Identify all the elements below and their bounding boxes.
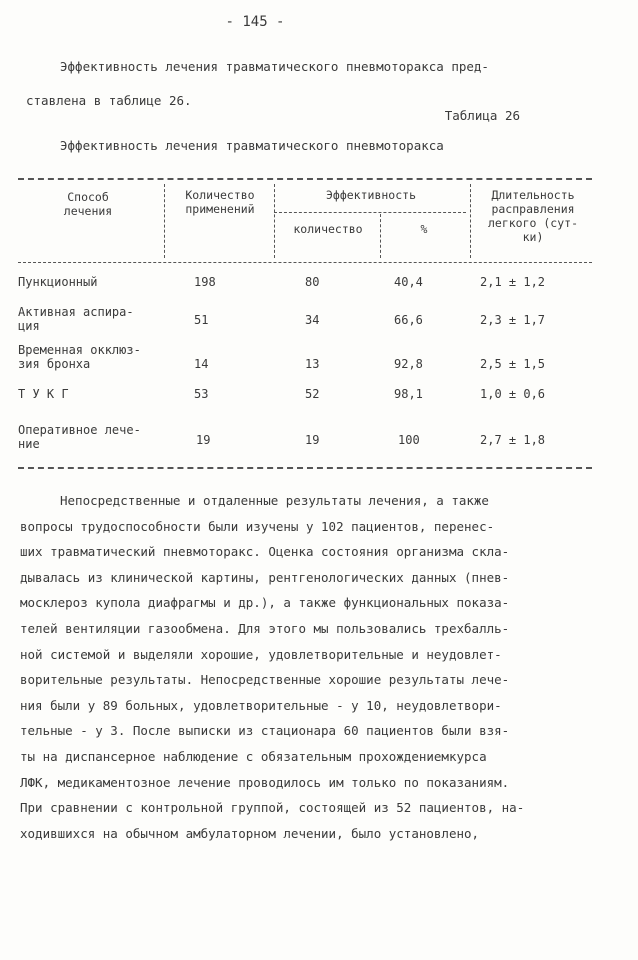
table-bottom-rule	[18, 467, 592, 469]
column-divider	[164, 184, 165, 258]
cell-duration: 2,3 ± 1,7	[480, 313, 546, 327]
cell-eff-count: 19	[305, 433, 320, 447]
cell-method: Оперативное лече- ние	[18, 423, 141, 451]
column-divider	[380, 214, 381, 258]
body-line: ших травматический пневмоторакс. Оценка состояния организма скла-	[20, 544, 510, 560]
body-line: вопросы трудоспособности были изучены у 102 пациентов, перенес-	[20, 518, 495, 534]
table-title: Эффективность лечения травматического пневмоторакса	[60, 138, 444, 153]
table-header	[18, 180, 592, 262]
cell-duration: 2,5 ± 1,5	[480, 357, 546, 371]
body-line: ворительные результаты. Непосредственные хорошие результаты лече-	[20, 672, 510, 688]
body-line: ходившихся на обычном амбулаторном лечении, было установлено,	[20, 825, 480, 841]
table-row	[18, 409, 592, 467]
cell-count: 14	[194, 357, 209, 371]
header-duration-line: ки)	[522, 230, 544, 244]
cell-eff-pct: 100	[398, 433, 420, 447]
header-count-line: Количество	[185, 188, 255, 202]
intro-line: ставлена в таблице 26.	[26, 93, 192, 108]
body-line: ЛФК, медикаментозное лечение проводилось им только по показаниям.	[20, 774, 510, 790]
header-duration	[474, 188, 592, 244]
body-line: ния были у 89 больных, удовлетворительные - у 10, неудовлетвори-	[20, 697, 502, 713]
page-number: - 145 -	[225, 14, 285, 30]
cell-method: Активная аспира- ция	[18, 305, 134, 333]
header-duration-line: расправления	[491, 202, 575, 216]
header-method-line: Способ	[67, 190, 109, 204]
intro-line: Эффективность лечения травматического пневмоторакса пред-	[60, 59, 489, 74]
cell-count: 19	[196, 433, 211, 447]
cell-method: Временная окклюз- зия бронха	[18, 343, 141, 371]
header-duration-line: Длительность	[491, 188, 575, 202]
table-row	[18, 339, 592, 379]
cell-eff-count: 13	[305, 357, 320, 371]
cell-count: 198	[194, 275, 216, 289]
cell-method: Т У К Г	[18, 387, 69, 401]
body-line: При сравнении с контрольной группой, состоящей из 52 пациентов, на-	[20, 800, 525, 816]
column-divider	[470, 184, 471, 258]
table-row	[18, 299, 592, 339]
cell-eff-count: 80	[305, 275, 320, 289]
body-line: москлероз купола диафрагмы и др.), а также функциональных показа-	[20, 595, 510, 611]
cell-method: Пункционный	[18, 275, 98, 289]
body-line: Непосредственные и отдаленные результаты лечения, а также	[60, 493, 489, 508]
header-count-line: применений	[185, 202, 255, 216]
body-line: ной системой и выделяли хорошие, удовлетворительные и неудовлет-	[20, 646, 502, 662]
cell-eff-pct: 40,4	[394, 275, 423, 289]
body-line: дывалась из клинической картины, рентгенологических данных (пнев-	[20, 569, 510, 585]
header-eff-pct: %	[420, 222, 428, 236]
cell-eff-count: 52	[305, 387, 320, 401]
header-count	[166, 188, 274, 216]
header-method	[18, 190, 158, 218]
body-line: ты на диспансерное наблюдение с обязательным прохождениемкурса	[20, 748, 487, 764]
cell-count: 51	[194, 313, 209, 327]
cell-duration: 2,7 ± 1,8	[480, 433, 546, 447]
column-divider	[274, 184, 275, 258]
body-line: телей вентиляции газообмена. Для этого мы пользовались трехбалль-	[20, 620, 510, 636]
table-row	[18, 379, 592, 409]
header-method-line: лечения	[63, 204, 113, 218]
header-effectiveness: Эффективность	[325, 188, 416, 202]
header-eff-count: количество	[293, 222, 363, 236]
cell-count: 53	[194, 387, 209, 401]
header-duration-line: легкого (сут-	[487, 216, 578, 230]
cell-eff-pct: 98,1	[394, 387, 423, 401]
cell-eff-pct: 66,6	[394, 313, 423, 327]
cell-eff-count: 34	[305, 313, 320, 327]
cell-duration: 2,1 ± 1,2	[480, 275, 546, 289]
table-row	[18, 263, 592, 299]
header-subdivider	[274, 212, 466, 213]
body-line: тельные - у 3. После выписки из стационара 60 пациентов были взя-	[20, 723, 510, 739]
cell-eff-pct: 92,8	[394, 357, 423, 371]
table-label: Таблица 26	[444, 108, 520, 123]
cell-duration: 1,0 ± 0,6	[480, 387, 546, 401]
table-body	[18, 263, 592, 467]
body-paragraph	[20, 488, 620, 846]
effectiveness-table	[18, 178, 592, 469]
